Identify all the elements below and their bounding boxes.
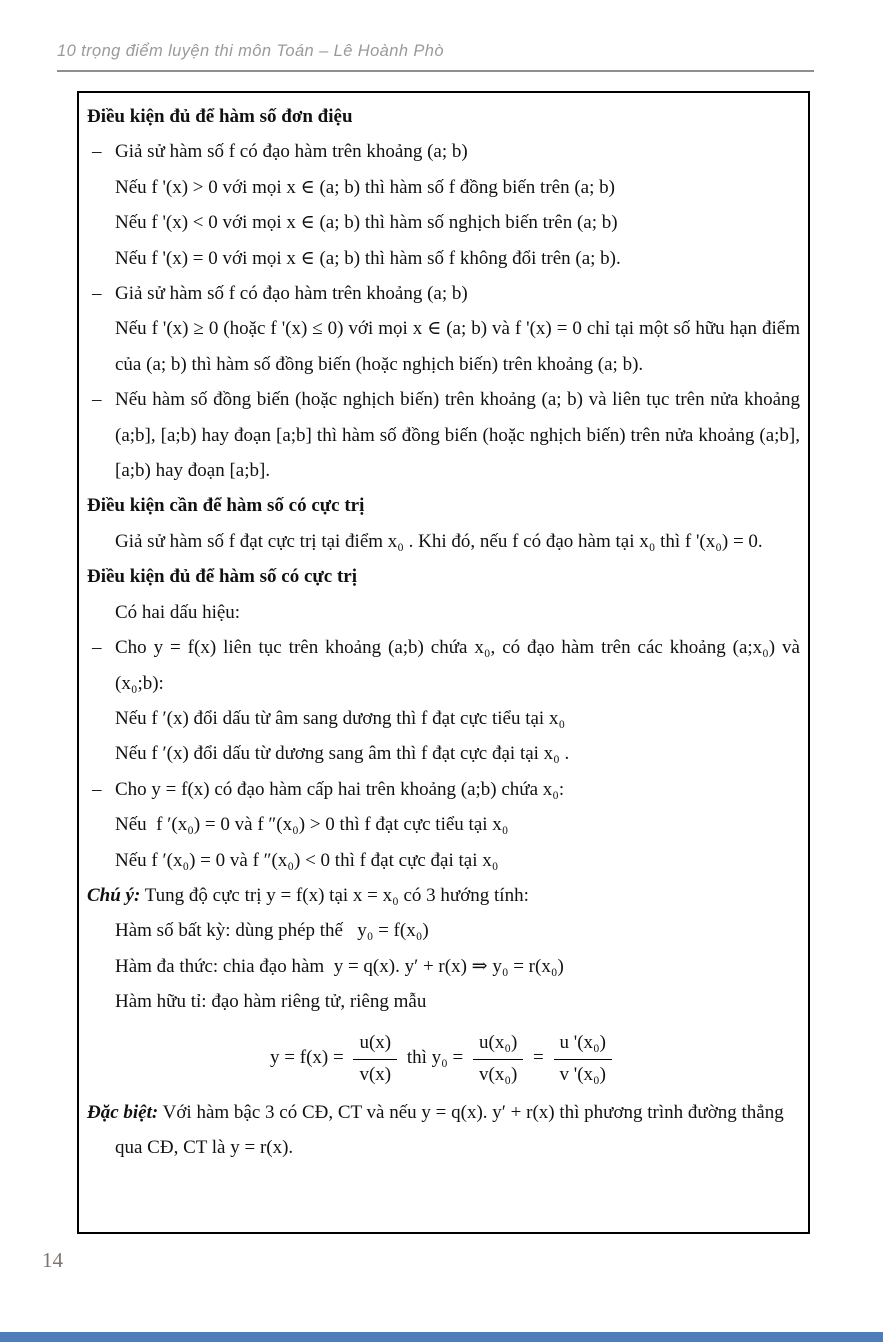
text-line: Nếu f ′(x₀) = 0 và f ″(x₀) > 0 thì f đạt cực tiểu tại x₀ [115, 814, 509, 836]
fraction-denominator: v(x₀) [479, 1063, 518, 1085]
dash-bullet: – [92, 778, 102, 800]
formula-text: thì y₀ = [402, 1046, 469, 1068]
text-line: Hàm đa thức: chia đạo hàm y = q(x). y′ + r(x) ⇒ y₀ = r(x₀) [115, 955, 564, 977]
section-heading: Điều kiện đủ để hàm số có cực trị [87, 566, 358, 588]
fraction [473, 1029, 523, 1088]
text-line: Nếu f '(x) < 0 với mọi x ∈ (a; b) thì hàm số nghịch biến trên (a; b) [115, 212, 618, 234]
fraction-denominator: v(x) [359, 1063, 392, 1085]
dash-bullet: – [92, 389, 102, 411]
text-line: – Cho y = f(x) liên tục trên khoảng (a;b) chứa x₀, có đạo hàm trên các khoảng (a;x₀) và (x₀;b): [87, 630, 800, 701]
content-box [77, 91, 810, 1234]
fraction [353, 1029, 397, 1088]
text-line: Nếu f ′(x₀) = 0 và f ″(x₀) < 0 thì f đạt cực đại tại x₀ [115, 849, 499, 871]
text-line: – Nếu hàm số đồng biến (hoặc nghịch biến) trên khoảng (a; b) và liên tục trên nửa khoảng (a;b], [a;b) hay đoạn [a;b] thì hàm số đồng biến (hoặc nghịch biến) trên nửa khoảng (a;b], [a;b) hay đoạn [a;b]. [87, 382, 800, 488]
text-line: Giả sử hàm số f đạt cực trị tại điểm x₀ . Khi đó, nếu f có đạo hàm tại x₀ thì f '(x₀) = 0. [115, 530, 763, 552]
fraction-denominator: v '(x₀) [559, 1063, 606, 1085]
text-line: Nếu f '(x) ≥ 0 (hoặc f '(x) ≤ 0) với mọi x ∈ (a; b) và f '(x) = 0 chỉ tại một số hữu hạn điểm của (a; b) thì hàm số đồng biến (hoặc nghịch biến) trên khoảng (a; b). [115, 318, 805, 375]
text-line: Nếu f '(x) = 0 với mọi x ∈ (a; b) thì hàm số f không đổi trên (a; b). [115, 247, 621, 269]
text-line: Đặc biệt: Với hàm bậc 3 có CĐ, CT và nếu y = q(x). y′ + r(x) thì phương trình đường thẳng qua CĐ, CT là y = r(x). [87, 1101, 789, 1158]
formula-text: = [528, 1046, 549, 1068]
running-header-title: 10 trọng điểm luyện thi môn Toán – Lê Hoành Phò [57, 42, 444, 60]
text-line: – Cho y = f(x) có đạo hàm cấp hai trên khoảng (a;b) chứa x₀: [87, 772, 800, 807]
text-line: Hàm hữu tỉ: đạo hàm riêng tử, riêng mẫu [115, 991, 427, 1013]
text-line: Chú ý: Tung độ cực trị y = f(x) tại x = x₀ có 3 hướng tính: [87, 884, 529, 906]
fraction-numerator: u '(x₀) [554, 1029, 612, 1060]
fraction-numerator: u(x₀) [473, 1029, 523, 1060]
text-line: Có hai dấu hiệu: [115, 601, 241, 623]
fraction [554, 1029, 612, 1088]
page-number: 14 [42, 1248, 63, 1272]
text-line: Nếu f ′(x) đổi dấu từ dương sang âm thì f đạt cực đại tại x₀ . [115, 743, 570, 765]
text-line: – Giả sử hàm số f có đạo hàm trên khoảng (a; b) [87, 134, 800, 169]
running-header [57, 42, 814, 72]
text-line: – Giả sử hàm số f có đạo hàm trên khoảng (a; b) [87, 276, 800, 311]
text-line: Hàm số bất kỳ: dùng phép thế y₀ = f(x₀) [115, 920, 429, 942]
note-lead: Chú ý: [87, 884, 141, 906]
text-line: Nếu f '(x) > 0 với mọi x ∈ (a; b) thì hàm số f đồng biến trên (a; b) [115, 176, 615, 198]
fraction-numerator: u(x) [353, 1029, 397, 1060]
section-heading: Điều kiện đủ để hàm số đơn điệu [87, 106, 353, 127]
note-lead: Đặc biệt: [87, 1101, 159, 1123]
math-formula [87, 1020, 800, 1095]
section-heading: Điều kiện cần để hàm số có cực trị [87, 495, 365, 517]
dash-bullet: – [92, 141, 102, 163]
text-line: Nếu f ′(x) đổi dấu từ âm sang dương thì f đạt cực tiểu tại x₀ [115, 707, 566, 729]
dash-bullet: – [92, 283, 102, 305]
formula-text: y = f(x) = [270, 1046, 349, 1068]
dash-bullet: – [92, 637, 102, 659]
bottom-bar [0, 1332, 883, 1342]
